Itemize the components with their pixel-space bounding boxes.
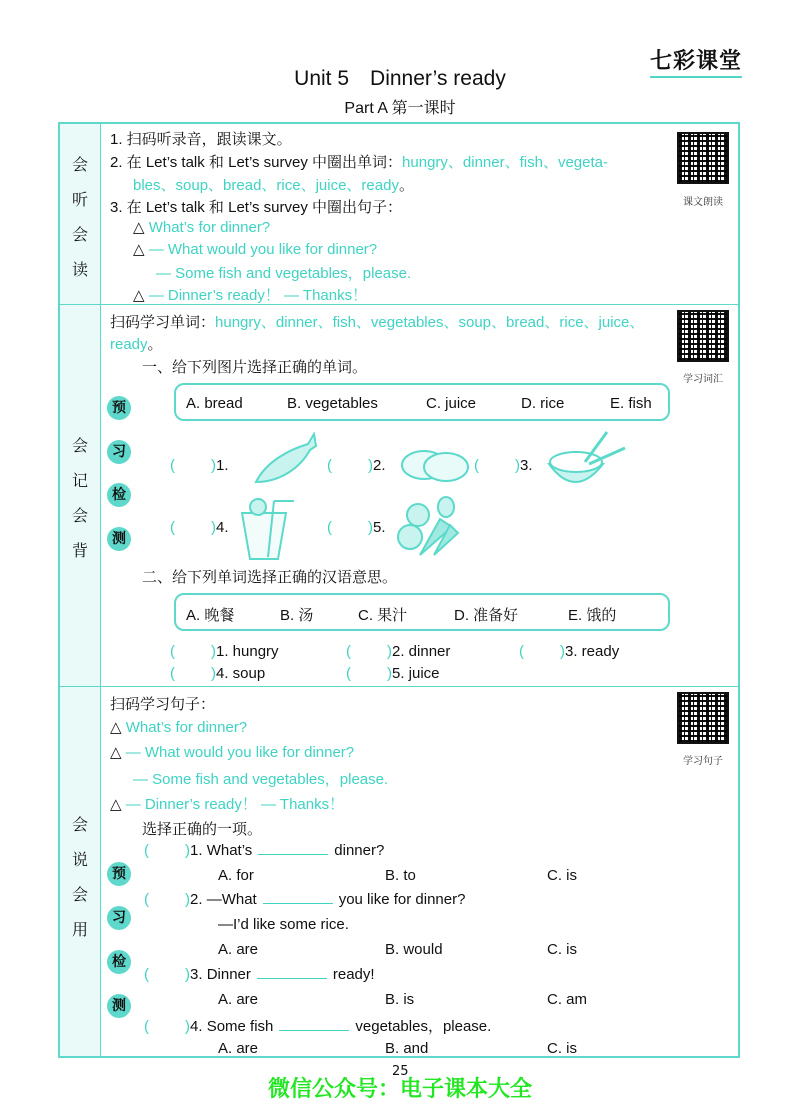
vocab-intro <box>110 311 644 332</box>
question-2-line2: —I’d like some rice. <box>218 916 349 933</box>
exercise-1-title: 一、给下列图片选择正确的单词。 <box>142 359 368 376</box>
sentence-text: What’s for dinner? <box>148 219 271 236</box>
answer-blank[interactable]: ( )5. <box>327 519 386 536</box>
sentence-item <box>110 743 354 761</box>
section-label-char: 会 <box>71 506 88 525</box>
section-label-char: 用 <box>71 920 88 939</box>
bubble-yu: 预 <box>107 396 131 420</box>
question-4 <box>144 1015 491 1036</box>
item-number: 4. <box>216 519 229 536</box>
option: C. juice <box>426 395 477 412</box>
vocab-intro-prefix: 扫码学习单词： <box>110 314 216 331</box>
word-options-box <box>174 383 670 421</box>
question-text: ready! <box>332 966 375 983</box>
answer-blank[interactable]: ( ) <box>144 842 190 859</box>
bubble-jian: 检 <box>107 483 131 507</box>
vocab-intro-cont <box>110 333 163 354</box>
question-text: dinner? <box>334 842 385 859</box>
question-text: vegetables，please. <box>355 1018 492 1035</box>
section-label-char: 记 <box>71 471 88 490</box>
fill-blank[interactable] <box>263 903 333 904</box>
option: C. 果汁 <box>358 607 408 624</box>
exercise-2-title: 二、给下列单词选择正确的汉语意思。 <box>142 569 398 586</box>
option: D. 准备好 <box>454 607 519 624</box>
vegetables-picture <box>396 495 462 557</box>
qr-code-icon[interactable] <box>677 310 729 362</box>
publisher-logo: 七彩课堂 <box>650 44 742 78</box>
qr-caption: 课文朗读 <box>683 197 723 208</box>
section-label-char: 会 <box>71 885 88 904</box>
item-number: 5. <box>373 519 386 536</box>
vocab-words: hungry、dinner、fish、vegetables、soup、bread、rice、juice、 <box>215 314 645 331</box>
bread-picture <box>400 443 470 483</box>
option: B. 汤 <box>280 607 314 624</box>
juice-glass-picture <box>238 495 300 561</box>
item-word: 4. soup <box>216 665 266 682</box>
option: A. for <box>218 867 254 884</box>
fish-picture <box>252 432 322 488</box>
sentence-item <box>110 718 247 736</box>
page-subtitle: Part A 第一课时 <box>344 100 456 117</box>
option: C. is <box>547 1040 577 1057</box>
option: A. bread <box>186 395 243 412</box>
sentence-text: — What would you like for dinner? <box>125 744 355 761</box>
question-text: you like for dinner? <box>338 891 466 908</box>
sentence-item <box>156 262 411 283</box>
triangle-icon: △ <box>110 744 126 761</box>
answer-blank[interactable]: ( ) <box>144 891 190 908</box>
sentence-text: — What would you like for dinner? <box>148 241 378 258</box>
option: B. to <box>385 867 416 884</box>
question-number: 1. <box>190 842 203 859</box>
option: A. are <box>218 941 259 958</box>
triangle-icon: △ <box>110 796 126 813</box>
section-label-char: 会 <box>71 155 88 174</box>
question-text: Some fish <box>206 1018 274 1035</box>
question-number: 4. <box>190 1018 203 1035</box>
answer-blank[interactable]: ( )3. ready <box>519 643 620 660</box>
punctuation: 。 <box>398 177 414 194</box>
answer-blank[interactable]: ( )5. juice <box>346 665 440 682</box>
section-label-char: 会 <box>71 815 88 834</box>
watermark: 微信公众号：电子课本大全 <box>267 1077 532 1102</box>
item-word: 3. ready <box>565 643 620 660</box>
question-number: 2. <box>190 891 203 908</box>
option: D. rice <box>521 395 565 412</box>
vocab-words: hungry、dinner、fish、vegeta- <box>402 154 608 171</box>
section-label-char: 读 <box>71 260 88 279</box>
option: E. 饿的 <box>568 607 617 624</box>
option: B. vegetables <box>287 395 378 412</box>
answer-blank[interactable]: ( )4. soup <box>170 665 266 682</box>
task-title: 选择正确的一项。 <box>142 821 263 838</box>
section-label-char: 听 <box>71 190 88 209</box>
section-label-char: 会 <box>71 225 88 244</box>
sentence-text: — Dinner’s ready！ — Thanks！ <box>125 796 345 813</box>
bubble-xi: 习 <box>107 906 131 930</box>
section-label-char: 背 <box>71 541 88 560</box>
option: A. 晚餐 <box>186 607 235 624</box>
fill-blank[interactable] <box>257 978 327 979</box>
qr-code-icon[interactable] <box>677 692 729 744</box>
item-word: 1. hungry <box>216 643 279 660</box>
answer-blank[interactable]: ( )3. <box>474 457 533 474</box>
bubble-xi: 习 <box>107 440 131 464</box>
question-text: Dinner <box>206 966 251 983</box>
question-number: 3. <box>190 966 203 983</box>
sentence-item <box>133 240 377 258</box>
sentence-intro: 扫码学习句子： <box>110 696 216 713</box>
item-word: 2. dinner <box>392 643 451 660</box>
triangle-icon: △ <box>110 719 126 736</box>
instruction-2-cont <box>133 174 414 195</box>
section-label-char: 会 <box>71 436 88 455</box>
question-text: What’s <box>206 842 253 859</box>
option: C. am <box>547 991 588 1008</box>
instruction-2 <box>110 151 608 172</box>
item-number: 2. <box>373 457 386 474</box>
punctuation: 。 <box>147 336 163 353</box>
answer-blank[interactable]: ( )4. <box>170 519 229 536</box>
qr-caption: 学习词汇 <box>683 374 723 385</box>
bubble-ce: 测 <box>107 527 131 551</box>
answer-blank[interactable]: ( )1. <box>170 457 229 474</box>
bubble-ce: 测 <box>107 994 131 1018</box>
page-title: Unit 5 Dinner’s ready <box>294 67 506 90</box>
answer-blank[interactable]: ( ) <box>144 966 190 983</box>
sentence-item <box>133 768 388 789</box>
triangle-icon: △ <box>133 287 149 304</box>
triangle-icon: △ <box>133 241 149 258</box>
sentence-item <box>133 218 270 236</box>
option: B. and <box>385 1040 429 1057</box>
item-number: 1. <box>216 457 229 474</box>
sentence-item <box>133 284 367 305</box>
option: C. is <box>547 941 577 958</box>
option: A. are <box>218 991 259 1008</box>
item-number: 3. <box>520 457 533 474</box>
question-3 <box>144 966 375 983</box>
sentence-item <box>110 793 344 814</box>
qr-code-icon[interactable] <box>677 132 729 184</box>
sentence-text: — Some fish and vegetables，please. <box>133 771 389 788</box>
sentence-text: What’s for dinner? <box>125 719 248 736</box>
answer-blank[interactable]: ( )1. hungry <box>170 643 279 660</box>
page-number: 25 <box>392 1064 409 1079</box>
bubble-jian: 检 <box>107 950 131 974</box>
sentence-text: — Dinner’s ready！ — Thanks！ <box>148 287 368 304</box>
question-1 <box>144 842 384 859</box>
fill-blank[interactable] <box>258 854 328 855</box>
section-label-char: 说 <box>71 850 88 869</box>
section-divider <box>58 686 740 687</box>
sentence-text: — Some fish and vegetables，please. <box>156 265 412 282</box>
rice-bowl-picture <box>545 430 630 500</box>
question-text: —What <box>206 891 257 908</box>
option: B. is <box>385 991 415 1008</box>
answer-blank[interactable]: ( ) <box>144 1018 190 1035</box>
vocab-words: ready <box>110 336 148 353</box>
qr-caption: 学习句子 <box>683 756 723 767</box>
option: E. fish <box>610 395 652 412</box>
fill-blank[interactable] <box>279 1030 349 1031</box>
bubble-yu: 预 <box>107 862 131 886</box>
item-word: 5. juice <box>392 665 440 682</box>
question-2 <box>144 891 465 908</box>
instruction-3: 3. 在 Let’s talk 和 Let’s survey 中圈出句子： <box>110 199 403 216</box>
instruction-2-prefix: 2. 在 Let’s talk 和 Let’s survey 中圈出单词： <box>110 154 403 171</box>
option: C. is <box>547 867 577 884</box>
option: A. are <box>218 1040 259 1057</box>
instruction-1: 1. 扫码听录音，跟读课文。 <box>110 131 292 148</box>
option: B. would <box>385 941 443 958</box>
vocab-words: bles、soup、bread、rice、juice、ready <box>133 177 399 194</box>
triangle-icon: △ <box>133 219 149 236</box>
answer-blank[interactable]: ( )2. <box>327 457 386 474</box>
answer-blank[interactable]: ( )2. dinner <box>346 643 451 660</box>
